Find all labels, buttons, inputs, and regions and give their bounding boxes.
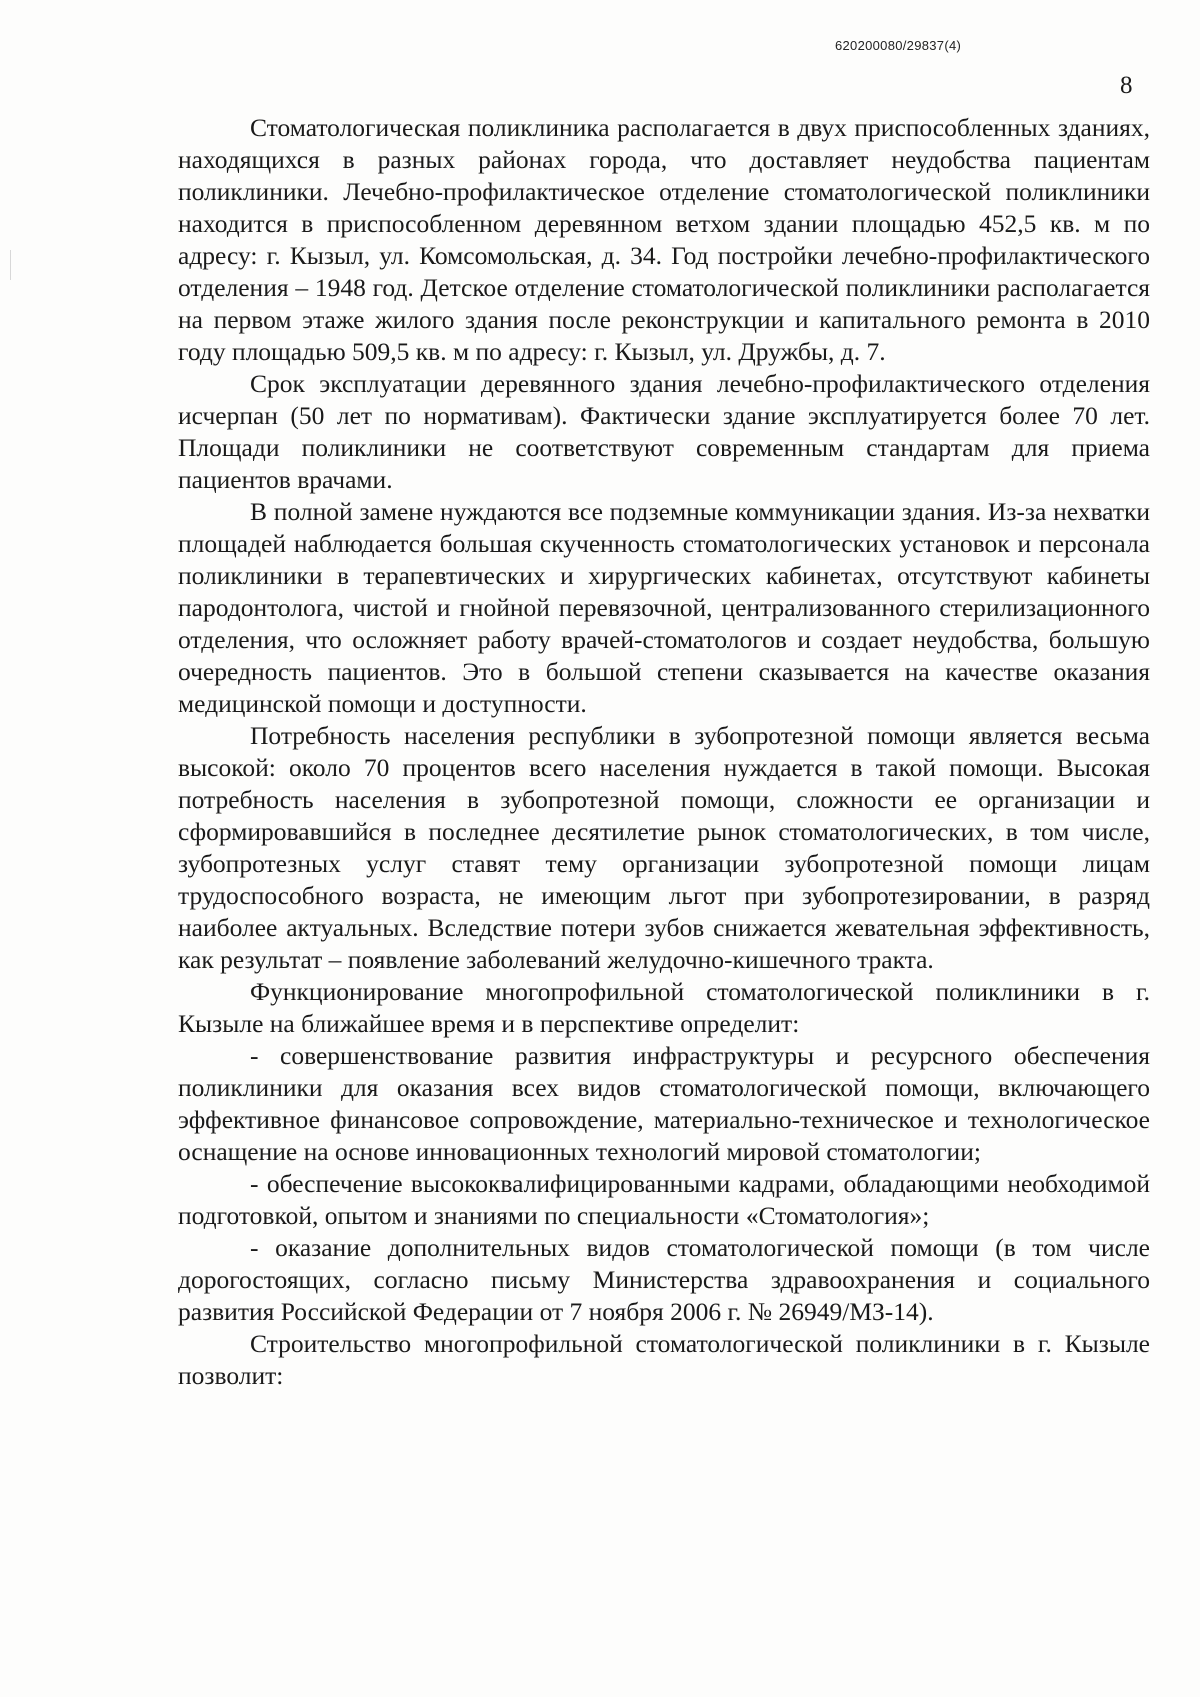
paragraph-prosthetic-need: Потребность населения республики в зубопротезной помощи является весьма высокой: около 70 процентов всего населения нуждается в такой помощи. Высокая потребность населения в зубопротезной помощи, сложности ее организации и сформировавшийся в последнее десятилетие рынок стоматологических, в том числе, зубопротезных услуг ставят тему организации зубопротезной помощи лицам трудоспособного возраста, не имеющим льгот при зубопротезировании, в разряд наиболее актуальных. Вследствие потери зубов снижается жевательная эффективность, как результат – появление заболеваний желудочно-кишечного тракта. (178, 721, 1150, 974)
paragraph-construction: Строительство многопрофильной стоматологической поликлиники в г. Кызыле позволит: (178, 1329, 1150, 1390)
list-item-additional-care: - оказание дополнительных видов стоматологической помощи (в том числе дорогостоящих, согласно письму Министерства здравоохранения и социального развития Российской Федерации от 7 ноября 2006 г. № 26949/МЗ-14). (178, 1233, 1150, 1326)
scan-edge-mark (10, 250, 11, 280)
list-item-staffing: - обеспечение высококвалифицированными кадрами, обладающими необходимой подготовкой, опытом и знаниями по специальности «Стоматология»; (178, 1169, 1150, 1230)
document-body (178, 112, 1150, 1392)
document-id: 620200080/29837(4) (835, 38, 962, 53)
paragraph-functioning: Функционирование многопрофильной стоматологической поликлиники в г. Кызыле на ближайшее время и в перспективе определит: (178, 977, 1150, 1038)
paragraph-operation-term: Срок эксплуатации деревянного здания лечебно-профилактического отделения исчерпан (50 лет по нормативам). Фактически здание эксплуатируется более 70 лет. Площади поликлиники не соответствуют современным стандартам для приема пациентов врачами. (178, 369, 1150, 494)
paragraph-communications: В полной замене нуждаются все подземные коммуникации здания. Из-за нехватки площадей наблюдается большая скученность стоматологических установок и персонала поликлиники в терапевтических и хирургических кабинетах, отсутствуют кабинеты пародонтолога, чистой и гнойной перевязочной, централизованного стерилизационного отделения, что осложняет работу врачей-стоматологов и создает неудобства, большую очередность пациентов. Это в большой степени сказывается на качестве оказания медицинской помощи и доступности. (178, 497, 1150, 718)
list-item-infrastructure: - совершенствование развития инфраструктуры и ресурсного обеспечения поликлиники для оказания всех видов стоматологической помощи, включающего эффективное финансовое сопровождение, материально-техническое и технологическое оснащение на основе инновационных технологий мировой стоматологии; (178, 1041, 1150, 1166)
paragraph-buildings: Стоматологическая поликлиника располагается в двух приспособленных зданиях, находящихся в разных районах города, что доставляет неудобства пациентам поликлиники. Лечебно-профилактическое отделение стоматологической поликлиники находится в приспособленном деревянном ветхом здании площадью 452,5 кв. м по адресу: г. Кызыл, ул. Комсомольская, д. 34. Год постройки лечебно-профилактического отделения – 1948 год. Детское отделение стоматологической поликлиники располагается на первом этаже жилого здания после реконструкции и капитального ремонта в 2010 году площадью 509,5 кв. м по адресу: г. Кызыл, ул. Дружбы, д. 7. (178, 113, 1150, 366)
page-number: 8 (1120, 72, 1133, 99)
